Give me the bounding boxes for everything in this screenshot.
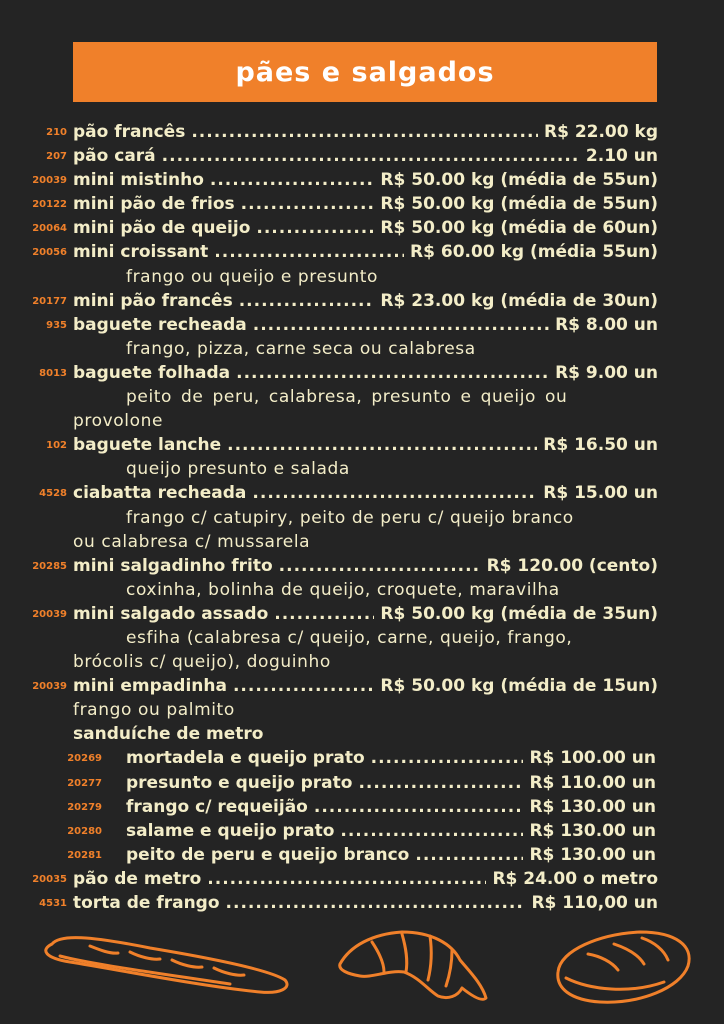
menu-list	[0, 120, 724, 915]
leader-dots	[256, 216, 374, 240]
item-description: frango ou palmito	[73, 700, 235, 721]
item-price: R$ 130.00 un	[529, 820, 656, 841]
leader-dots	[415, 843, 523, 867]
menu-item	[0, 795, 724, 819]
item-price: R$ 8.00 un	[555, 314, 658, 335]
croissant-icon	[340, 932, 486, 999]
leader-dots	[371, 746, 524, 770]
item-price: R$ 50.00 kg (média de 15un)	[380, 676, 658, 697]
item-description: peito de peru, calabresa, presunto e queijo ou	[126, 387, 568, 408]
item-name: mini mistinho	[73, 170, 204, 191]
item-price: R$ 120.00 (cento)	[486, 555, 658, 576]
item-code: 4531	[39, 898, 67, 909]
item-name: mortadela e queijo prato	[126, 748, 365, 769]
item-name: salame e queijo prato	[126, 820, 335, 841]
leader-dots	[253, 313, 549, 337]
item-code: 20056	[32, 247, 67, 259]
menu-item	[0, 746, 724, 770]
menu-item	[0, 192, 724, 216]
leader-dots	[236, 361, 549, 385]
item-code: 20064	[32, 223, 67, 235]
item-code: 210	[46, 127, 67, 138]
leader-dots	[340, 819, 523, 843]
menu-item	[0, 481, 724, 505]
item-name: presunto e queijo prato	[126, 772, 353, 793]
item-name: mini pão francês	[73, 290, 233, 311]
menu-item	[0, 216, 724, 240]
item-price: R$ 50.00 kg (média de 35un)	[380, 603, 658, 624]
item-code: 20280	[67, 825, 102, 837]
item-price: R$ 130.00 un	[529, 844, 656, 865]
item-price: R$ 130.00 un	[529, 796, 656, 817]
item-name: mini pão de queijo	[73, 218, 251, 239]
menu-item	[0, 289, 724, 313]
item-price: R$ 16.50 un	[543, 435, 658, 456]
item-name: mini salgado assado	[73, 603, 269, 624]
item-name: frango c/ requeijão	[126, 796, 308, 817]
item-code: 20039	[32, 681, 67, 693]
item-code: 8013	[39, 367, 67, 379]
item-price: R$ 50.00 kg (média de 55un)	[380, 194, 658, 215]
leader-dots	[207, 867, 486, 891]
page-title: pães e salgados	[235, 56, 495, 88]
item-code: 20039	[32, 608, 67, 620]
leader-dots	[214, 240, 404, 264]
item-code: 20269	[67, 753, 102, 765]
item-description: esfiha (calabresa c/ queijo, carne, queijo, frango,	[126, 627, 573, 648]
item-description: frango, pizza, carne seca ou calabresa	[126, 338, 476, 359]
item-description: frango c/ catupiry, peito de peru c/ queijo branco	[126, 507, 574, 528]
menu-item	[0, 120, 724, 144]
menu-item	[0, 554, 724, 578]
item-name: ciabatta recheada	[73, 483, 247, 504]
menu-item	[0, 144, 724, 168]
menu-item	[0, 240, 724, 264]
item-price: R$ 23.00 kg (média de 30un)	[380, 290, 658, 311]
item-name: torta de frango	[73, 893, 220, 913]
menu-item	[0, 602, 724, 626]
baguette-icon	[46, 938, 287, 993]
item-price: R$ 50.00 kg (média de 55un)	[380, 170, 658, 191]
menu-item	[0, 819, 724, 843]
item-price: R$ 15.00 un	[543, 483, 658, 504]
item-description: frango ou queijo e presunto	[126, 266, 379, 287]
leader-dots	[227, 433, 537, 457]
item-price: R$ 110.00 un	[529, 772, 656, 793]
menu-item	[0, 361, 724, 385]
leader-dots	[162, 144, 580, 168]
item-name: pão de metro	[73, 868, 202, 889]
item-description-continued: provolone	[73, 411, 164, 432]
item-code: 102	[46, 440, 67, 452]
leader-dots	[241, 192, 375, 216]
item-name: baguete lanche	[73, 435, 222, 456]
item-name: baguete folhada	[73, 362, 231, 383]
bread-illustrations	[0, 920, 724, 1020]
menu-item	[0, 771, 724, 795]
menu-item	[0, 843, 724, 867]
item-name: pão cará	[73, 146, 156, 167]
item-code: 4528	[39, 488, 67, 500]
leader-dots	[210, 168, 375, 192]
item-price: R$ 100.00 un	[529, 748, 656, 769]
item-name: pão francês	[73, 122, 186, 142]
item-code: 20122	[32, 199, 67, 211]
item-code: 207	[46, 151, 67, 163]
item-price: R$ 24.00 o metro	[492, 868, 658, 889]
leader-dots	[314, 795, 524, 819]
item-name: mini empadinha	[73, 676, 227, 697]
item-price: 2.10 un	[585, 146, 658, 167]
item-code: 20279	[67, 801, 102, 813]
bread-loaf-icon	[558, 932, 689, 1002]
item-description-continued: brócolis c/ queijo), doguinho	[73, 652, 331, 673]
item-code: 935	[46, 319, 67, 331]
item-name: mini salgadinho frito	[73, 555, 273, 576]
item-code: 20035	[32, 873, 67, 885]
leader-dots	[274, 602, 374, 626]
leader-dots	[226, 891, 526, 915]
item-price: R$ 22.00 kg	[543, 122, 658, 142]
item-price: R$ 50.00 kg (média de 60un)	[380, 218, 658, 239]
menu-item	[0, 867, 724, 891]
menu-item	[0, 168, 724, 192]
item-name: mini pão de frios	[73, 194, 235, 215]
item-name: mini croissant	[73, 242, 209, 263]
item-name: peito de peru e queijo branco	[126, 844, 410, 865]
leader-dots	[358, 771, 523, 795]
leader-dots	[239, 289, 375, 313]
item-description-continued: ou calabresa c/ mussarela	[73, 531, 311, 552]
leader-dots	[233, 674, 374, 698]
item-description: coxinha, bolinha de queijo, croquete, maravilha	[126, 579, 560, 600]
menu-item	[0, 674, 724, 698]
title-banner	[73, 42, 657, 102]
item-description: queijo presunto e salada	[126, 459, 350, 480]
item-code: 20281	[67, 849, 102, 861]
leader-dots	[252, 481, 537, 505]
leader-dots	[279, 554, 481, 578]
item-price: R$ 9.00 un	[555, 362, 658, 383]
menu-item	[0, 433, 724, 457]
item-code: 20277	[67, 777, 102, 789]
menu-item	[0, 313, 724, 337]
item-code: 20039	[32, 175, 67, 187]
item-price: R$ 110,00 un	[531, 893, 658, 913]
item-code: 20177	[32, 295, 67, 307]
item-code: 20285	[32, 560, 67, 572]
menu-item	[0, 891, 724, 915]
leader-dots	[191, 120, 538, 144]
item-name: baguete recheada	[73, 314, 247, 335]
section-heading: sanduíche de metro	[73, 724, 264, 745]
item-price: R$ 60.00 kg (média 55un)	[410, 242, 658, 263]
